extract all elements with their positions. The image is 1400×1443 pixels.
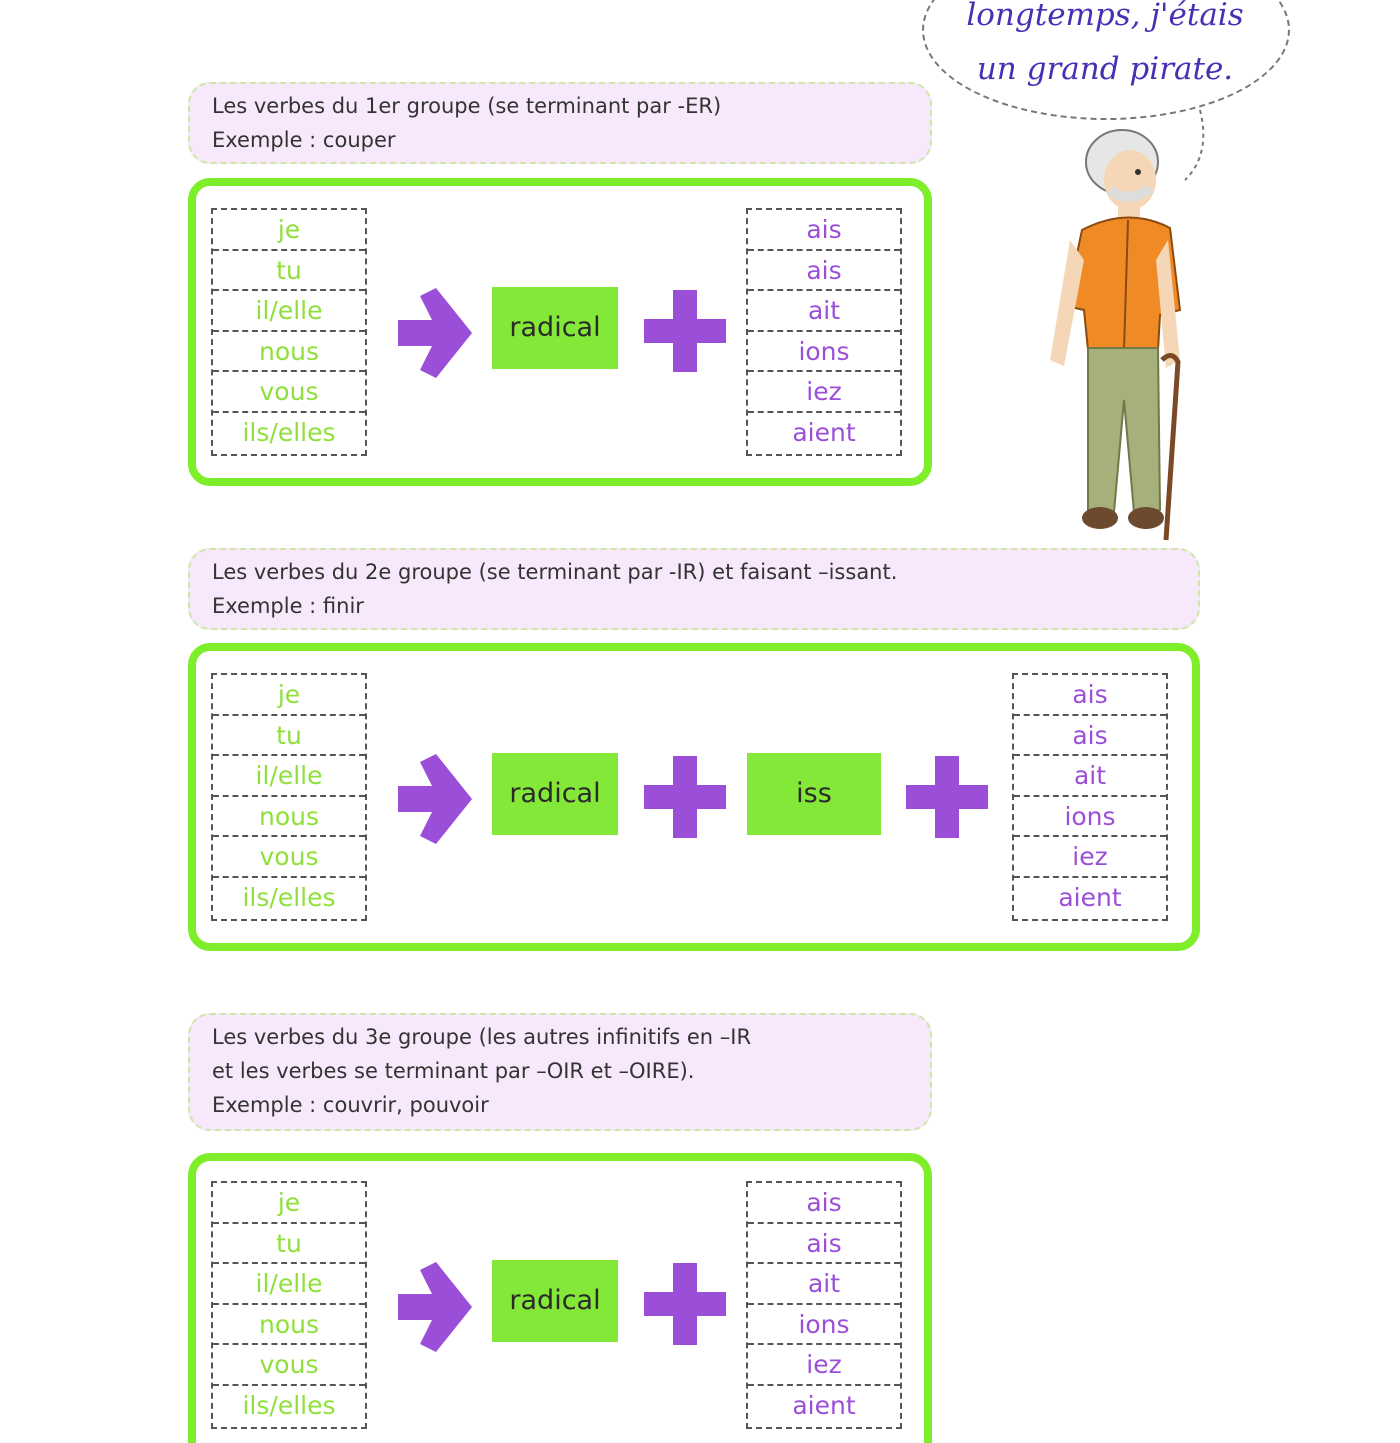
- group1-example: Exemple : couper: [212, 128, 396, 152]
- ending-cell: ions: [748, 332, 900, 373]
- group1-ending-column: [746, 208, 902, 456]
- group3-example: Exemple : couvrir, pouvoir: [212, 1093, 489, 1117]
- ending-cell: ais: [748, 251, 900, 292]
- pronoun-cell: nous: [213, 797, 365, 838]
- plus-icon: [644, 1263, 726, 1345]
- arrow-right-icon: [398, 1262, 472, 1352]
- pronoun-cell: tu: [213, 716, 365, 757]
- pronoun-cell: je: [213, 1183, 365, 1224]
- ending-cell: iez: [748, 372, 900, 413]
- pronoun-cell: tu: [213, 251, 365, 292]
- group2-title: Les verbes du 2e groupe (se terminant par -IR) et faisant –issant.: [212, 560, 898, 584]
- arrow-right-icon: [398, 754, 472, 844]
- group3-header: [188, 1013, 932, 1131]
- group1-pronoun-column: [211, 208, 367, 456]
- group2-ending-column: [1012, 673, 1168, 921]
- ending-cell: ais: [748, 210, 900, 251]
- pronoun-cell: je: [213, 210, 365, 251]
- pronoun-cell: ils/elles: [242, 882, 336, 912]
- ending-cell: ais: [748, 1183, 900, 1224]
- ending-cell: ions: [748, 1305, 900, 1346]
- pronoun-cell: tu: [213, 1224, 365, 1265]
- pronoun-cell: vous: [213, 1345, 365, 1386]
- ending-cell: ait: [748, 291, 900, 332]
- group1-radical-tile: radical: [492, 287, 618, 369]
- group2-radical-tile: radical: [492, 753, 618, 835]
- pronoun-cell: je: [213, 675, 365, 716]
- group2-example: Exemple : finir: [212, 594, 364, 618]
- group3-radical-tile: radical: [492, 1260, 618, 1342]
- group3-pronoun-column: [211, 1181, 367, 1429]
- ending-cell: aient: [1058, 882, 1122, 912]
- plus-icon: [644, 290, 726, 372]
- ending-cell: aient: [792, 1390, 856, 1420]
- pronoun-cell: il/elle: [213, 756, 365, 797]
- ending-cell: ais: [1014, 716, 1166, 757]
- pronoun-cell: ils/elles: [242, 1390, 336, 1420]
- ending-cell: iez: [1014, 837, 1166, 878]
- group2-iss-tile: iss: [747, 753, 881, 835]
- pronoun-cell: il/elle: [213, 1264, 365, 1305]
- group1-header: [188, 82, 932, 164]
- speech-line-1: longtemps, j'étais: [966, 0, 1244, 33]
- group3-ending-column: [746, 1181, 902, 1429]
- old-man-illustration: [1010, 110, 1230, 550]
- ending-cell: ait: [748, 1264, 900, 1305]
- plus-icon: [906, 756, 988, 838]
- pronoun-cell: ils/elles: [242, 417, 336, 447]
- group2-pronoun-column: [211, 673, 367, 921]
- speech-bubble-text: [940, 0, 1270, 96]
- pronoun-cell: nous: [213, 332, 365, 373]
- group1-title: Les verbes du 1er groupe (se terminant par -ER): [212, 94, 722, 118]
- group3-title-line2: et les verbes se terminant par –OIR et –OIRE).: [212, 1059, 695, 1083]
- ending-cell: aient: [792, 417, 856, 447]
- plus-icon: [644, 756, 726, 838]
- ending-cell: ais: [748, 1224, 900, 1265]
- ending-cell: ais: [1014, 675, 1166, 716]
- ending-cell: iez: [748, 1345, 900, 1386]
- pronoun-cell: il/elle: [213, 291, 365, 332]
- pronoun-cell: vous: [213, 837, 365, 878]
- group3-title-line1: Les verbes du 3e groupe (les autres infinitifs en –IR: [212, 1025, 752, 1049]
- arrow-right-icon: [398, 288, 472, 378]
- ending-cell: ait: [1014, 756, 1166, 797]
- pronoun-cell: nous: [213, 1305, 365, 1346]
- ending-cell: ions: [1014, 797, 1166, 838]
- group2-header: [188, 548, 1200, 630]
- speech-line-2: un grand pirate.: [976, 51, 1234, 87]
- pronoun-cell: vous: [213, 372, 365, 413]
